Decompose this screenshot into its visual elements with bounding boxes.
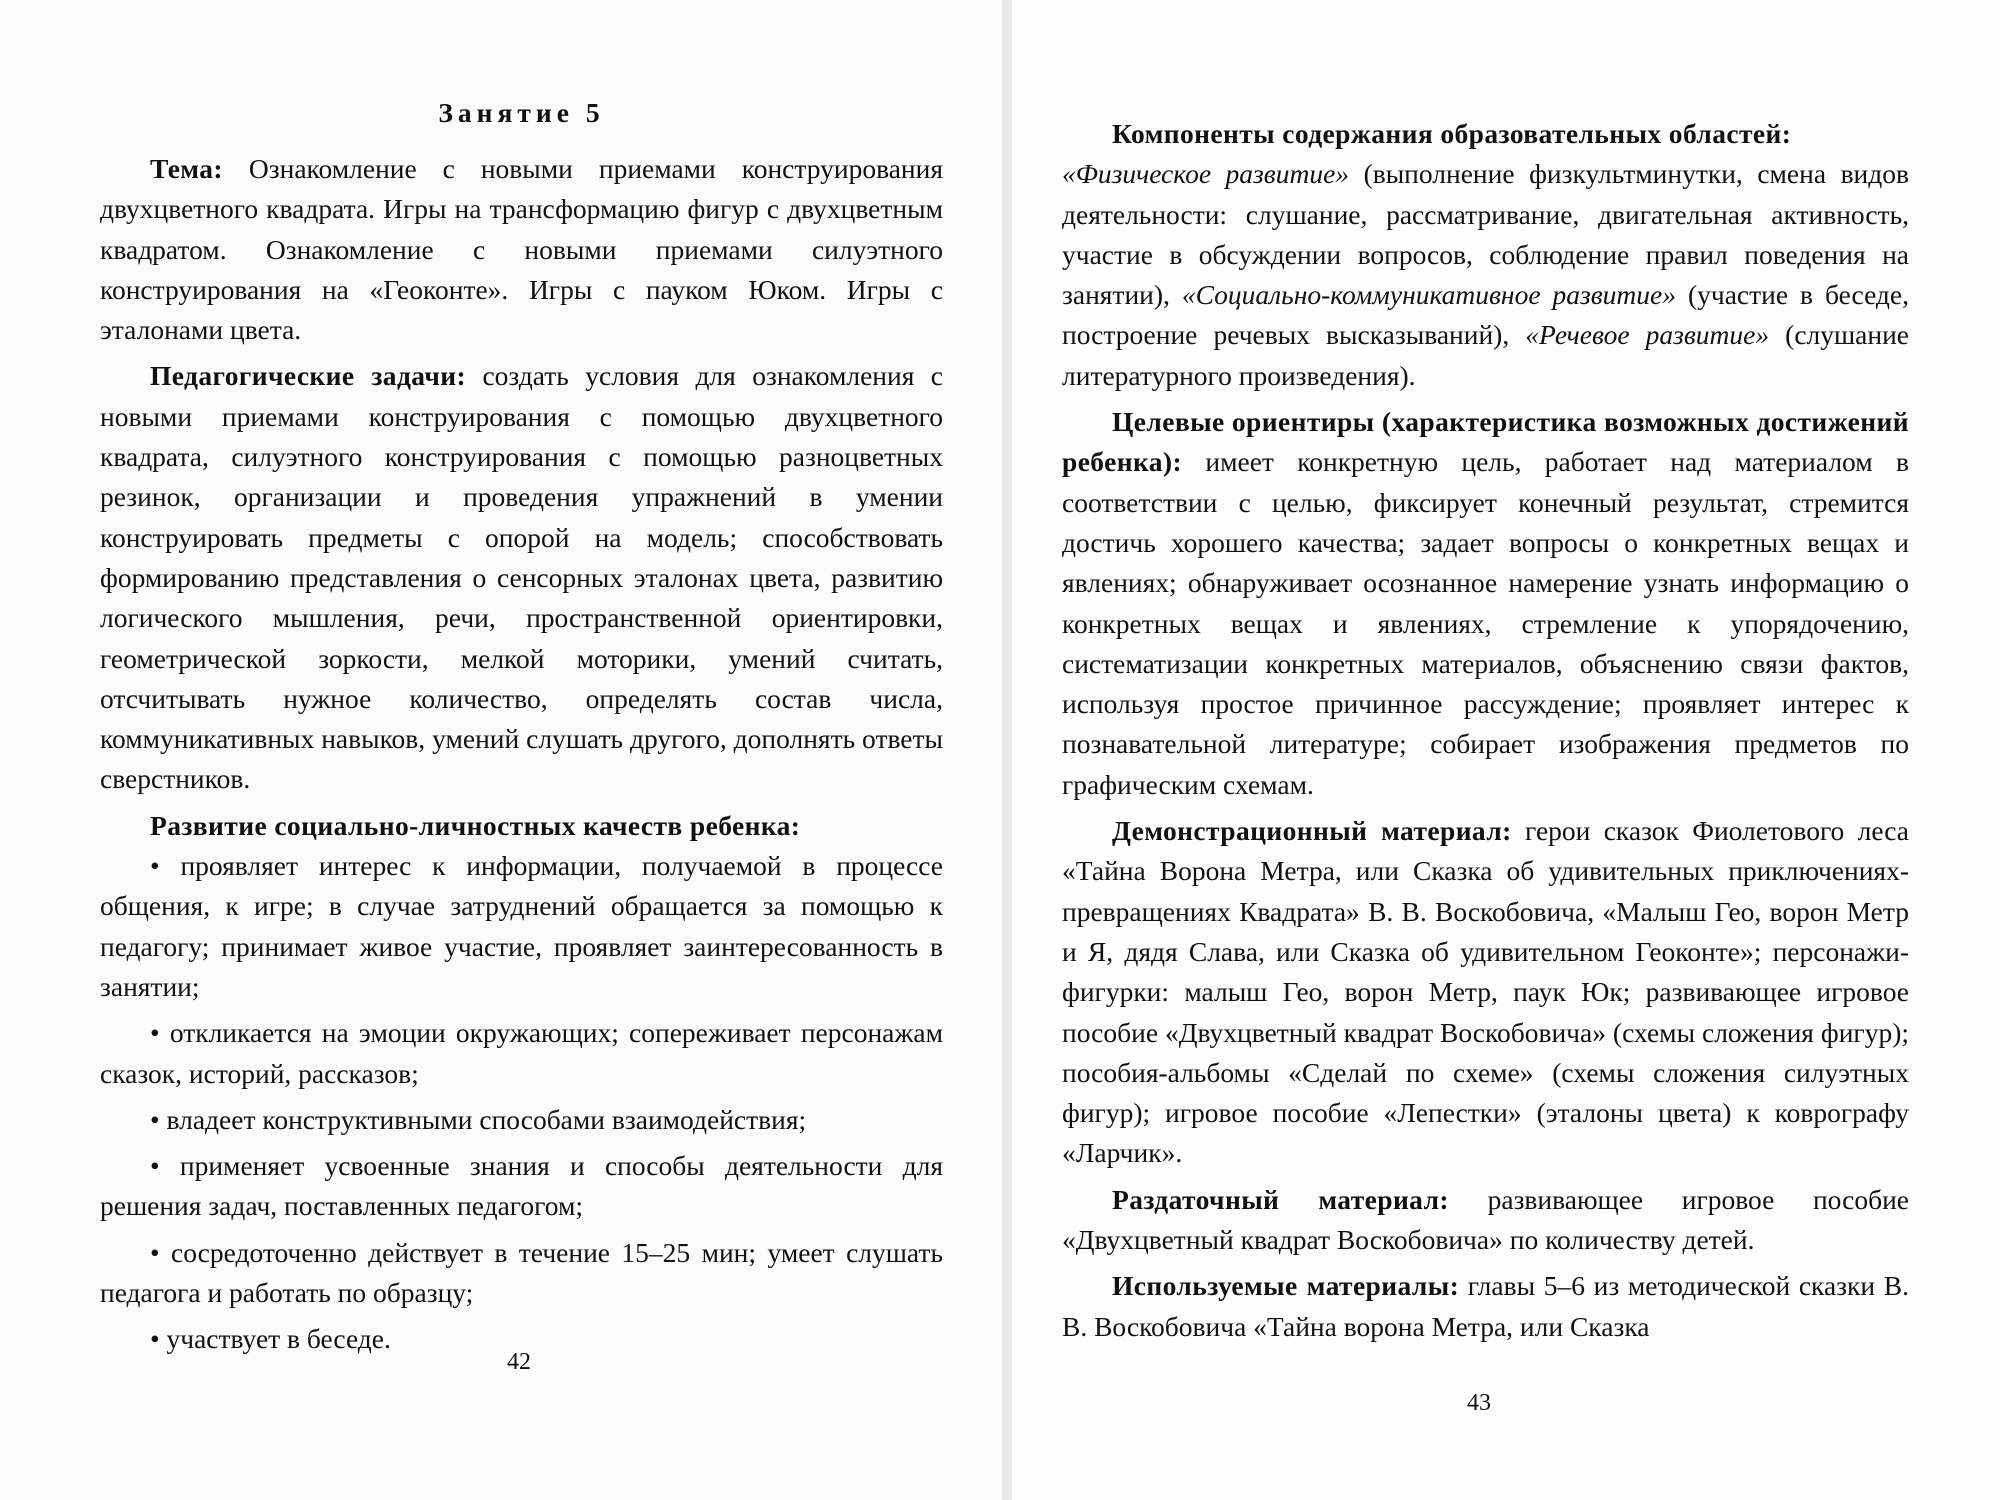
used-label: Используемые материалы: <box>1112 1270 1460 1302</box>
development-item: • владеет конструктивными способами взаимодействия; <box>150 1103 807 1135</box>
tasks-label: Педагогические задачи: <box>150 360 467 392</box>
development-item: • участвует в беседе. <box>150 1323 391 1355</box>
right-page <box>1012 0 2000 1500</box>
used-paragraph <box>1062 1266 1909 1347</box>
development-item: • откликается на эмоции окружающих; сопереживает персонажам сказок, историй, рассказов; <box>100 1017 943 1089</box>
area-social: «Социально-коммуникативное развитие» <box>1181 279 1676 311</box>
page-number: 43 <box>1467 1390 1491 1416</box>
tasks-paragraph <box>100 356 943 799</box>
left-page-text <box>100 149 943 1360</box>
components-label: Компоненты содержания образовательных областей: <box>1112 118 1792 149</box>
tasks-text: создать условия для ознакомления с новыми приемами конструирования с помощью двухцветного квадрата, силуэтного конструирования с помощью разноцветных резинок, организации и проведения упражнений в умении конструировать предметы с опорой на модель; способствовать формированию представления о сенсорных эталонах цвета, развитию логического мышления, речи, пространственной ориентировки, геометрической зоркости, мелкой моторики, умений считать, отсчитывать нужное количество, определять состав числа, коммуникативных навыков, умений слушать другого, дополнять ответы сверстников. <box>100 360 943 795</box>
handout-label: Раздаточный материал: <box>1112 1183 1449 1215</box>
right-page-text <box>1062 114 1909 1347</box>
development-item: • проявляет интерес к информации, получаемой в процессе общения, к игре; в случае затруднений обращается за помощью к педагогу; принимает живое участие, проявляет заинтересованность в занятии; <box>100 850 943 1002</box>
demo-text: герои сказок Фиолетового леса «Тайна Ворона Метра, или Сказка об удивительных приключениях-превращениях Квадрата» В. В. Воскобовича, «Малыш Гео, ворон Метр и Я, дядя Слава, или Сказка об удивительном Геоконте»; персонажи-фигурки: малыш Гео, ворон Метр, паук Юк; развивающее игровое пособие «Двухцветный квадрат Воскобовича» (схемы сложения фигур); пособия-альбомы «Сделай по схеме» (схемы сложения силуэтных фигур); игровое пособие «Лепестки» (эталоны цвета) к коврографу «Ларчик». <box>1062 815 1909 1169</box>
components-text-3: (слушание литературного произведения). <box>1062 319 1910 391</box>
topic-paragraph <box>100 149 943 350</box>
targets-text: имеет конкретную цель, работает над материалом в соответствии с целью, фиксирует конечный результат, стремится достичь хорошего качества; задает вопросы о конкретных вещах и явлениях; обнаруживает осознанное намерение узнать информацию о конкретных вещах и явлениях, стремление к упорядочению, систематизации конкретных материалов, объяснению связи фактов, используя простое причинное рассуждение; проявляет интерес к познавательной литературе; собирает изображения предметов по графическим схемам. <box>1062 446 1909 800</box>
development-label: Развитие социально-личностных качеств ребенка: <box>150 809 801 841</box>
handout-text: развивающее игровое пособие «Двухцветный квадрат Воскобовича» по количеству детей. <box>1062 1183 1909 1256</box>
demo-label: Демонстрационный материал: <box>1112 815 1512 847</box>
demo-paragraph <box>1062 811 1909 1174</box>
page-number: 42 <box>507 1349 531 1375</box>
handout-paragraph <box>1062 1180 1909 1261</box>
development-heading-paragraph <box>100 806 943 846</box>
development-item: • сосредоточенно действует в течение 15–25 мин; умеет слушать педагога и работать по образцу; <box>100 1236 943 1309</box>
components-paragraph <box>1062 114 1909 396</box>
used-text: главы 5–6 из методической сказки В. В. Воскобовича «Тайна ворона Метра, или Сказка <box>1062 1270 1909 1342</box>
targets-label: Целевые ориентиры (характеристика возможных достижений ребенка): <box>1062 406 1909 478</box>
targets-paragraph <box>1062 402 1909 805</box>
components-text-1: (выполнение физкультминутки, смена видов деятельности: слушание, рассматривание, двигательная активность, участие в обсуждении вопросов, соблюдение правил поведения на занятии), <box>1062 158 1909 311</box>
topic-label: Тема: <box>150 153 223 184</box>
topic-text: Ознакомление с новыми приемами конструирования двухцветного квадрата. Игры на трансформацию фигур с двухцветным квадратом. Ознакомление с новыми приемами силуэтного конструирования на «Геоконте». Игры с пауком Юком. Игры с эталонами цвета. <box>100 153 943 346</box>
development-item: • применяет усвоенные знания и способы деятельности для решения задач, поставленных педагогом; <box>100 1150 943 1222</box>
area-physical: «Физическое развитие» <box>1062 158 1350 190</box>
area-speech: «Речевое развитие» <box>1525 319 1770 351</box>
lesson-heading: Занятие 5 <box>438 97 605 128</box>
components-text-2: (участие в беседе, построение речевых высказываний), <box>1062 279 1909 351</box>
